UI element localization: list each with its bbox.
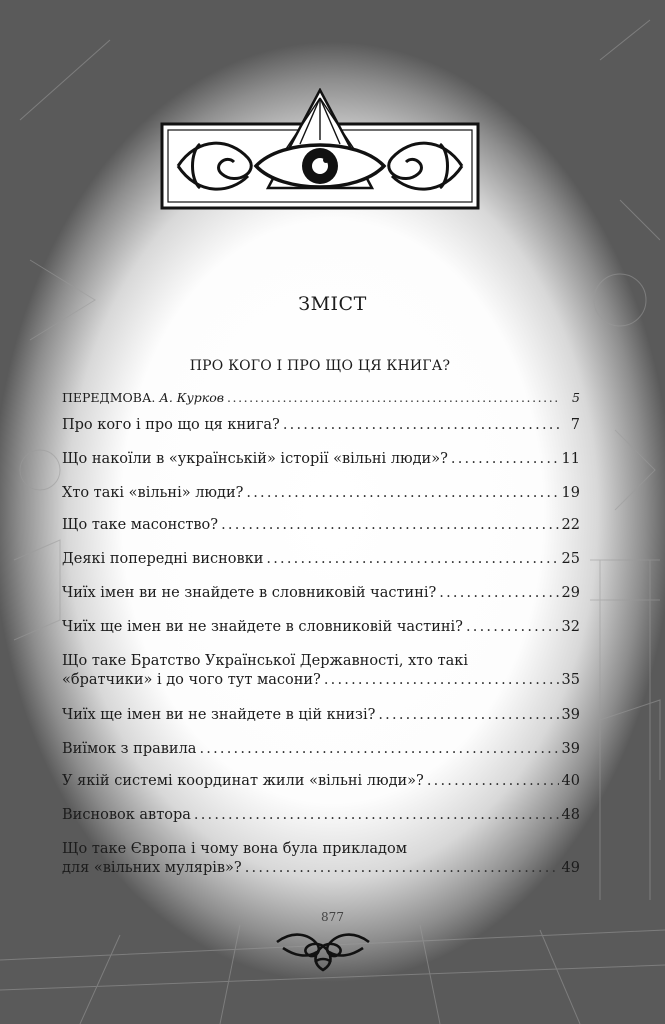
leader-dots: [246, 484, 558, 503]
page-title: ЗМІСТ: [298, 292, 367, 315]
page-number: 877: [321, 910, 344, 924]
toc-page-number: 40: [561, 773, 580, 789]
toc-entry-foreword: [62, 388, 580, 407]
toc-entry-title: Чиїх ще імен ви не знайдете в словниковій частині?: [62, 619, 463, 635]
toc-entry-author: А. Курков: [159, 390, 224, 405]
toc-entry: [62, 652, 580, 690]
toc-page-number: 39: [561, 707, 580, 723]
leader-dots: [194, 806, 559, 825]
toc-page-number: 7: [570, 417, 580, 433]
toc-entry-title: У якій системі координат жили «вільні люди»?: [62, 773, 424, 789]
leader-dots: [451, 450, 559, 469]
toc-entry: [62, 706, 580, 725]
leader-dots: [466, 618, 559, 637]
leader-dots: [439, 584, 558, 603]
section-heading: ПРО КОГО І ПРО ЩО ЦЯ КНИГА?: [189, 358, 451, 374]
leader-dots: [427, 772, 559, 791]
toc-entry-title: Хто такі «вільні» люди?: [62, 485, 244, 501]
toc-entry: [62, 484, 580, 503]
toc-entry-title-line1: Що таке Братство Української Державності, хто такі: [62, 653, 468, 669]
toc-entry: [62, 584, 580, 603]
toc-page-number: 25: [561, 551, 580, 567]
toc-page-number: 39: [561, 741, 580, 757]
leader-dots: [199, 740, 558, 759]
leader-dots: [221, 516, 558, 535]
toc-page-number: 11: [561, 451, 580, 467]
toc-entry-title: «братчики» і до чого тут масони?: [62, 672, 321, 688]
toc-entry: [62, 840, 580, 878]
leader-dots: [245, 859, 559, 878]
toc-entry-title: Що накоїли в «українській» історії «вільні люди»?: [62, 451, 448, 467]
toc-page-number: 35: [561, 672, 580, 688]
toc-page-number: 22: [561, 517, 580, 533]
toc-page-number: 19: [561, 485, 580, 501]
toc-entry: [62, 772, 580, 791]
toc-entry: [62, 416, 580, 435]
toc-entry-title: для «вільних мулярів»?: [62, 860, 242, 876]
celtic-knot-icon: [273, 926, 373, 972]
leader-dots: [266, 550, 558, 569]
leader-dots: [324, 671, 559, 690]
toc-entry-title: Що таке масонство?: [62, 517, 219, 533]
toc-entry: [62, 618, 580, 637]
toc-entry: [62, 516, 580, 535]
toc-page-number: 48: [561, 807, 580, 823]
toc-entry-title: ПЕРЕДМОВА. А. Курков: [62, 390, 224, 405]
toc-page-number: 49: [561, 860, 580, 876]
leader-dots: [378, 706, 558, 725]
toc-page-number: 32: [561, 619, 580, 635]
toc-page-number: 29: [561, 585, 580, 601]
toc-entry: [62, 450, 580, 469]
all-seeing-eye-icon: [160, 88, 480, 210]
leader-dots: [283, 416, 559, 435]
toc-entry: [62, 550, 580, 569]
leader-dots: [227, 388, 559, 407]
toc-entry-title: Чиїх імен ви не знайдете в словниковій частині?: [62, 585, 437, 601]
toc-entry: [62, 740, 580, 759]
toc-entry-title: Деякі попередні висновки: [62, 551, 264, 567]
toc-entry-title-line1: Що таке Європа і чому вона була прикладом: [62, 841, 407, 857]
toc-entry-title: Про кого і про що ця книга?: [62, 417, 280, 433]
toc-page-number: 5: [572, 390, 580, 405]
toc-entry: [62, 806, 580, 825]
toc-entry-title: Висновок автора: [62, 807, 191, 823]
toc-entry-title: Виїмок з правила: [62, 741, 197, 757]
toc-entry-title: Чиїх ще імен ви не знайдете в цій книзі?: [62, 707, 376, 723]
